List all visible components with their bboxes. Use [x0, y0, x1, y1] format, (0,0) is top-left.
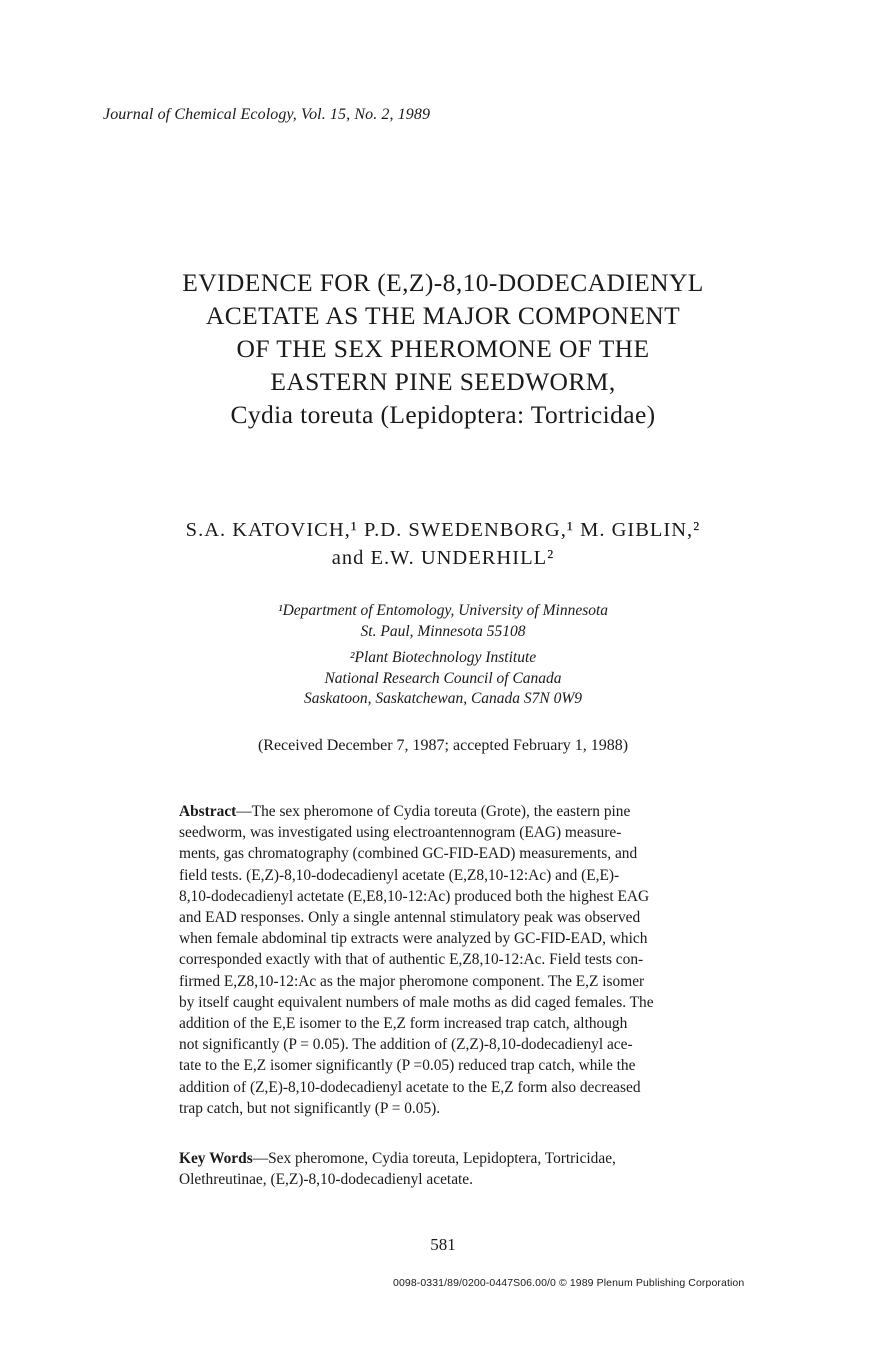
author-line: S.A. KATOVICH,¹ P.D. SWEDENBORG,¹ M. GIBLIN,²: [185, 519, 701, 541]
abstract-line: field tests. (E,Z)-8,10-dodecadienyl acetate (E,Z8,10-12:Ac) and (E,E)-: [179, 866, 620, 884]
key-words: [179, 1148, 706, 1190]
abstract-line: trap catch, but not significantly (P = 0.05).: [179, 1099, 441, 1117]
abstract-line: ments, gas chromatography (combined GC-FID-EAD) measurements, and: [179, 845, 638, 863]
abstract-line: not significantly (P = 0.05). The addition of (Z,Z)-8,10-dodecadienyl ace-: [179, 1036, 633, 1054]
abstract-line: tate to the E,Z isomer significantly (P =0.05) reduced trap catch, while the: [179, 1057, 636, 1075]
affiliation-line: Saskatoon, Saskatchewan, Canada S7N 0W9: [303, 690, 583, 707]
affiliation-line: St. Paul, Minnesota 55108: [360, 622, 526, 640]
affiliation-line: ²Plant Biotechnology Institute: [349, 649, 537, 666]
title-line: EVIDENCE FOR (E,Z)-8,10-DODECADIENYL: [182, 268, 704, 297]
keywords-heading: Key Words: [179, 1150, 253, 1167]
abstract-line-text: —The sex pheromone of Cydia toreuta (Grote), the eastern pine: [236, 803, 631, 820]
author-line: and E.W. UNDERHILL²: [331, 547, 555, 569]
affiliation-line: National Research Council of Canada: [324, 669, 562, 687]
abstract-line: and EAD responses. Only a single antennal stimulatory peak was observed: [179, 909, 641, 927]
article-title: [120, 266, 766, 431]
abstract-line: seedworm, was investigated using electroantennogram (EAG) measure-: [179, 824, 622, 842]
abstract-line: corresponded exactly with that of authentic E,Z8,10-12:Ac. Field tests con-: [179, 951, 644, 969]
abstract-heading: Abstract: [179, 803, 237, 820]
received-dates: (Received December 7, 1987; accepted February 1, 1988): [257, 737, 629, 754]
title-line: OF THE SEX PHEROMONE OF THE: [236, 334, 650, 363]
affiliations: [120, 601, 766, 710]
abstract-line: addition of (Z,E)-8,10-dodecadienyl acetate to the E,Z form also decreased: [179, 1078, 641, 1096]
journal-header: Journal of Chemical Ecology, Vol. 15, No. 2, 1989: [103, 106, 431, 123]
keywords-line: [179, 1148, 706, 1169]
abstract-line: [179, 801, 706, 822]
abstract: [179, 801, 706, 1119]
title-line: Cydia toreuta (Lepidoptera: Tortricidae): [230, 400, 656, 429]
abstract-line: by itself caught equivalent numbers of male moths as did caged females. The: [179, 993, 654, 1011]
title-line: EASTERN PINE SEEDWORM,: [270, 367, 616, 396]
page-number: 581: [430, 1235, 456, 1254]
abstract-line: firmed E,Z8,10-12:Ac as the major pheromone component. The E,Z isomer: [179, 972, 645, 990]
abstract-line: addition of the E,E isomer to the E,Z form increased trap catch, although: [179, 1015, 628, 1033]
abstract-line: when female abdominal tip extracts were analyzed by GC-FID-EAD, which: [179, 930, 648, 948]
abstract-line: 8,10-dodecadienyl actetate (E,E8,10-12:Ac) produced both the highest EAG: [179, 887, 650, 905]
affiliation-line: ¹Department of Entomology, University of Minnesota: [277, 602, 609, 619]
copyright-line: 0098-0331/89/0200-0447S06.00/0 © 1989 Plenum Publishing Corporation: [393, 1277, 745, 1289]
title-line: ACETATE AS THE MAJOR COMPONENT: [205, 301, 681, 330]
keywords-line-text: —Sex pheromone, Cydia toreuta, Lepidoptera, Tortricidae,: [252, 1150, 616, 1167]
keywords-line: Olethreutinae, (E,Z)-8,10-dodecadienyl acetate.: [179, 1171, 473, 1189]
author-list: [120, 516, 766, 572]
